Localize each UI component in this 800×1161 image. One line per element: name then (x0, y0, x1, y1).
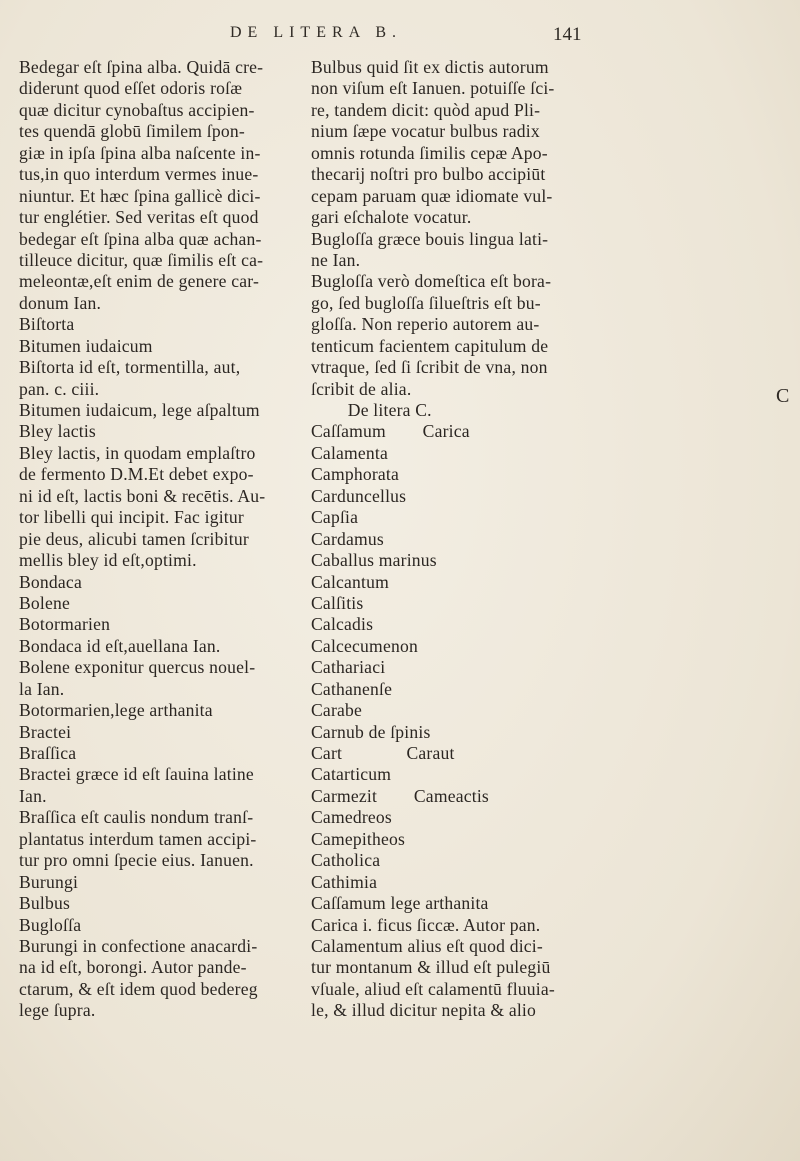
text-line: thecarij noſtri pro bulbo accipiūt (311, 164, 546, 185)
text-line: Catarticum (311, 764, 392, 785)
text-line: meleontæ,eſt enim de genere car- (19, 271, 260, 292)
text-line: Bitumen iudaicum (19, 335, 153, 356)
text-line: ne Ian. (311, 249, 361, 270)
text-line: Calcecumenon (311, 635, 418, 656)
text-line: Carduncellus (311, 485, 407, 506)
text-line: Bolene exponitur quercus nouel- (19, 657, 256, 678)
text-line: Bedegar eſt ſpina alba. Quidā cre- (19, 57, 264, 77)
text-line: Bondaca id eſt,auellana Ian. (19, 635, 221, 656)
text-line: omnis rotunda ſimilis cepæ Apo- (311, 142, 548, 163)
text-line: cepam paruam quæ idiomate vul- (311, 185, 553, 206)
text-line: Carica i. ficus ſiccæ. Autor pan. (311, 914, 541, 935)
text-line: pan. c. ciii. (19, 378, 100, 399)
text-line: Botormarien (19, 614, 111, 635)
right-column (311, 57, 601, 1022)
text-line: Cart Caraut (311, 743, 455, 763)
text-line: Braſſica (19, 743, 77, 763)
margin-letter: C (776, 385, 790, 407)
text-line: niuntur. Et hæc ſpina gallicè dici- (19, 185, 261, 206)
text-line: non viſum eſt Ianuen. potuiſſe ſci- (311, 78, 555, 99)
text-line: Cardamus (311, 528, 384, 549)
text-line: tur montanum & illud eſt pulegiū (311, 957, 551, 978)
text-line: Bugloſſa (19, 914, 82, 935)
text-line: plantatus interdum tamen accipi- (19, 828, 257, 849)
text-line: diderunt quod eſſet odoris roſæ (19, 78, 243, 99)
text-line: de fermento D.M.Et debet expo- (19, 464, 254, 485)
text-line: Bugloſſa græce bouis lingua lati- (311, 228, 549, 249)
text-line: la Ian. (19, 678, 65, 699)
text-line: na id eſt, borongi. Autor pande- (19, 957, 247, 978)
text-line: Caſſamum lege arthanita (311, 893, 489, 914)
text-line: Calamentum alius eſt quod dici- (311, 935, 543, 956)
text-line: Botormarien,lege arthanita (19, 700, 213, 721)
text-line: tenticum facientem capitulum de (311, 335, 549, 356)
text-line: Carnub de ſpinis (311, 721, 431, 742)
text-line: gari eſchalote vocatur. (311, 207, 472, 228)
text-line: Bley lactis (19, 421, 96, 442)
text-line: vtraque, ſed ſi ſcribit de vna, non (311, 357, 548, 378)
text-line: lege ſupra. (19, 1000, 96, 1021)
text-line: vſuale, aliud eſt calamentū fluuia- (311, 978, 555, 999)
text-line: pie deus, alicubi tamen ſcribitur (19, 528, 249, 549)
text-line: Camepitheos (311, 828, 406, 849)
text-line: quæ dicitur cynobaſtus accipien- (19, 99, 255, 120)
text-line: Cathanenſe (311, 678, 393, 699)
page-number: 141 (553, 24, 582, 45)
text-line: Calſitis (311, 592, 364, 613)
text-line: Bulbus quid ſit ex dictis autorum (311, 57, 549, 77)
running-title: DE LITERA B. (230, 24, 402, 41)
text-line: De litera C. (311, 400, 432, 420)
text-line: Calcadis (311, 614, 374, 635)
text-line: Burungi in confectione anacardi- (19, 935, 258, 956)
text-line: tilleuce dicitur, quæ ſimilis eſt ca- (19, 249, 264, 270)
text-line: Caballus marinus (311, 550, 437, 571)
text-line: Camphorata (311, 464, 399, 485)
text-line: re, tandem dicit: quòd apud Pli- (311, 99, 541, 120)
text-line: Carmezit Cameactis (311, 785, 489, 806)
text-line: gloſſa. Non reperio autorem au- (311, 314, 540, 335)
text-line: Bitumen iudaicum, lege aſpaltum (19, 400, 260, 420)
text-line: Bulbus (19, 893, 71, 914)
text-line: tur englétier. Sed veritas eſt quod (19, 207, 259, 228)
text-line: Camedreos (311, 807, 392, 828)
text-line: ſcribit de alia. (311, 378, 412, 399)
text-line: Ian. (19, 785, 47, 806)
text-line: le, & illud dicitur nepita & alio (311, 1000, 537, 1021)
left-column (19, 57, 309, 1022)
text-line: Bugloſſa verò domeſtica eſt bora- (311, 271, 552, 292)
text-line: tor libelli qui incipit. Fac igitur (19, 507, 244, 528)
text-line: Burungi (19, 871, 79, 892)
text-line: ctarum, & eſt idem quod bedereg (19, 978, 258, 999)
text-line: Caſſamum Carica (311, 421, 470, 442)
text-line: tes quendā globū ſimilem ſpon- (19, 121, 245, 142)
text-line: Braſſica eſt caulis nondum tranſ- (19, 807, 254, 828)
text-line: donum Ian. (19, 292, 102, 313)
text-line: nium ſæpe vocatur bulbus radix (311, 121, 540, 142)
text-line: Bley lactis, in quodam emplaſtro (19, 442, 256, 463)
text-line: Carabe (311, 700, 363, 721)
text-line: bedegar eſt ſpina alba quæ achan- (19, 228, 262, 249)
text-line: Bondaca (19, 571, 82, 592)
text-line: ni id eſt, lactis boni & recētis. Au- (19, 485, 266, 506)
text-line: Bractei græce id eſt ſauina latine (19, 764, 254, 785)
page-header (0, 22, 800, 52)
text-line: Cathariaci (311, 657, 386, 678)
text-line: giæ in ipſa ſpina alba naſcente in- (19, 142, 261, 163)
text-line: Calamenta (311, 442, 389, 463)
text-line: Biſtorta (19, 314, 75, 335)
text-line: go, ſed bugloſſa ſilueſtris eſt bu- (311, 292, 541, 313)
text-line: Biſtorta id eſt, tormentilla, aut, (19, 357, 241, 378)
text-line: Calcantum (311, 571, 390, 592)
text-line: Catholica (311, 850, 381, 871)
text-line: tur pro omni ſpecie eius. Ianuen. (19, 850, 254, 871)
text-line: Capſia (311, 507, 359, 528)
text-line: mellis bley id eſt,optimi. (19, 550, 197, 571)
text-line: Cathimia (311, 871, 378, 892)
text-line: Bolene (19, 592, 71, 613)
text-line: Bractei (19, 721, 72, 742)
text-line: tus,in quo interdum vermes inue- (19, 164, 259, 185)
